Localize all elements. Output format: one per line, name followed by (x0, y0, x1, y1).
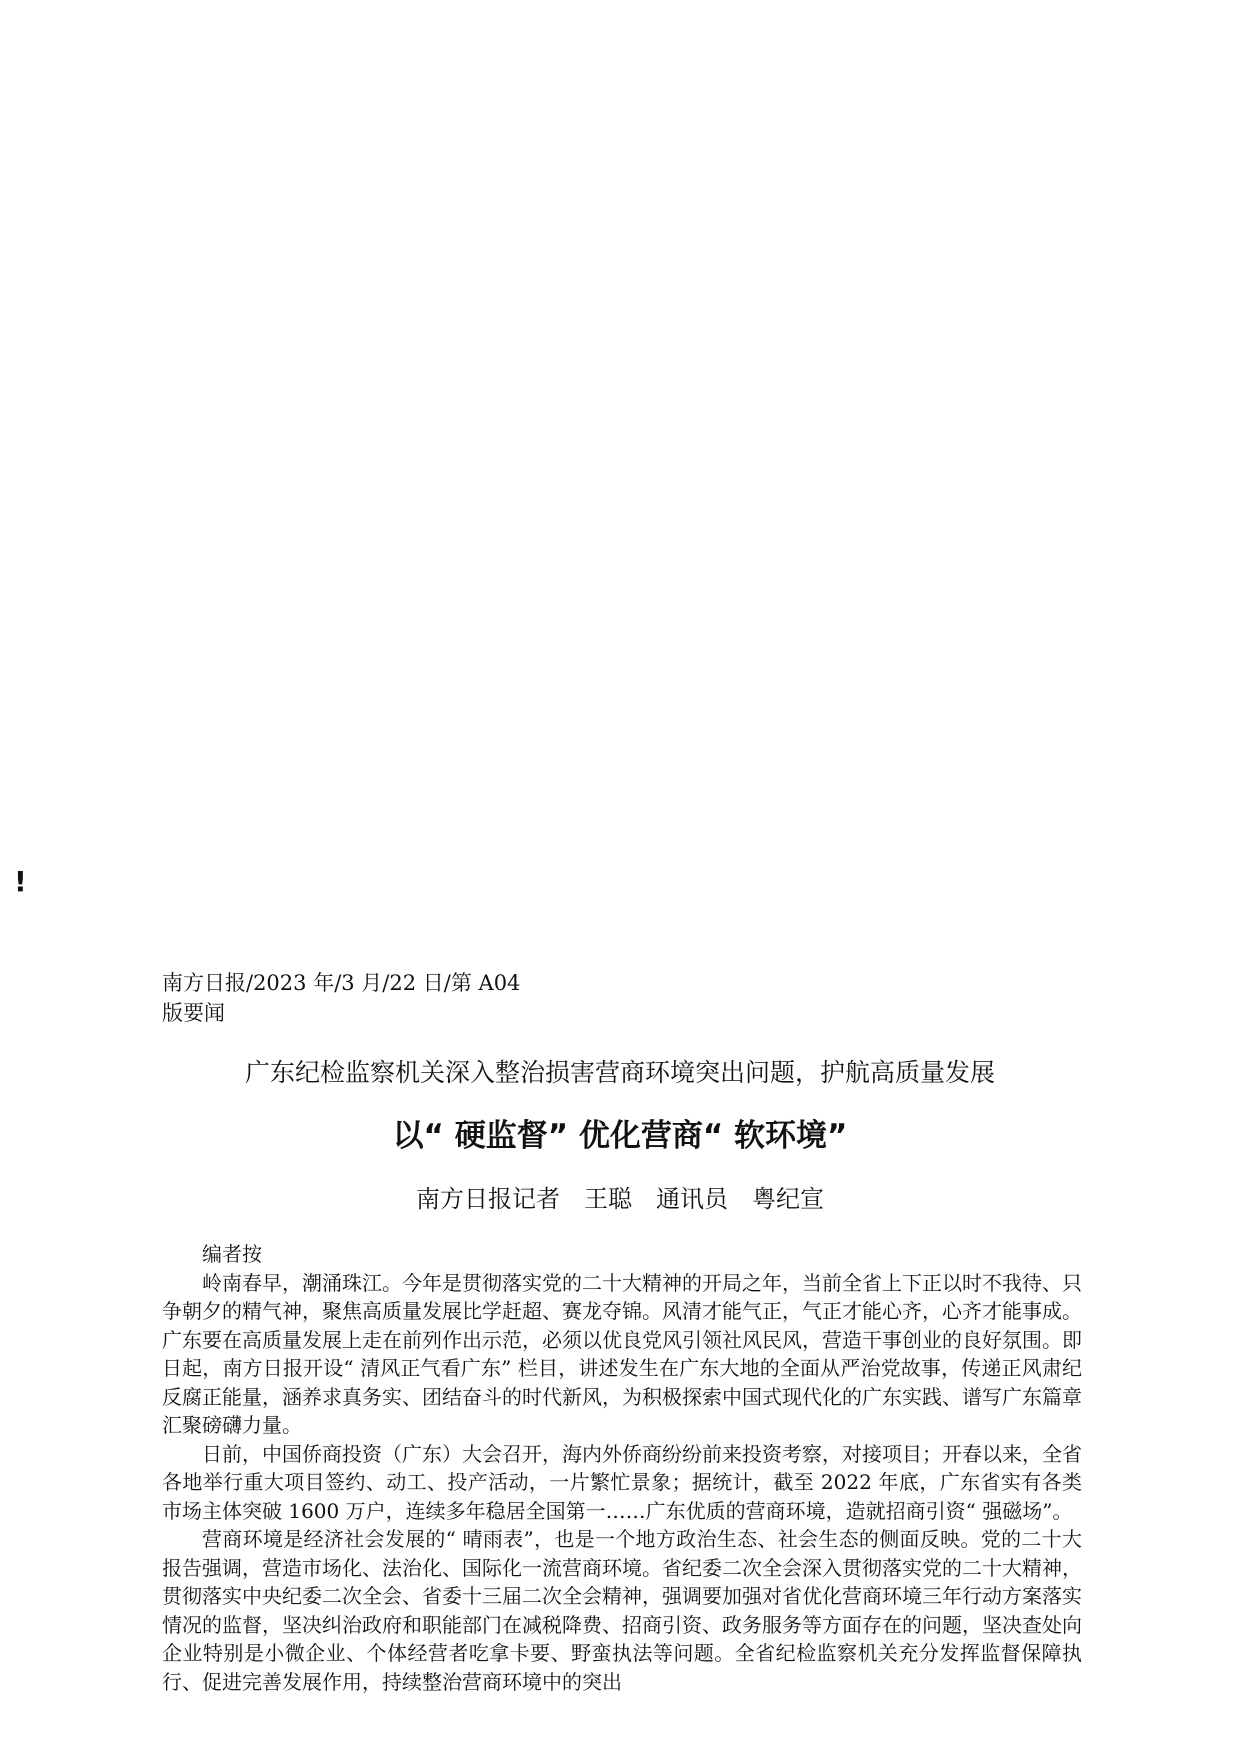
paragraph: 岭南春早，潮涌珠江。今年是贯彻落实党的二十大精神的开局之年，当前全省上下正以时不我待、只争朝夕的精气神，聚焦高质量发展比学赶超、赛龙夺锦。风清才能气正，气正才能心齐，心齐才能事成。广东要在高质量发展上走在前列作出示范，必须以优良党风引领社风民风，营造干事创业的良好氛围。即日起，南方日报开设“ 清风正气看广东” 栏目，讲述发生在广东大地的全面从严治党故事，传递正风肃纪反腐正能量，涵养求真务实、团结奋斗的时代新风，为积极探索中国式现代化的广东实践、谱写广东篇章汇聚磅礴力量。 (162, 1270, 1082, 1437)
editor-note-label: 编者按 (202, 1242, 262, 1266)
source-info (162, 968, 520, 1028)
byline-role-reporter: 南方日报记者 (416, 1185, 560, 1213)
byline-name-correspondent: 粤纪宣 (752, 1185, 824, 1213)
article-body (162, 1240, 1082, 1696)
paragraph: 日前，中国侨商投资（广东）大会召开，海内外侨商纷纷前来投资考察，对接项目；开春以来，全省各地举行重大项目签约、动工、投产活动，一片繁忙景象；据统计，截至 2022 年底，广东省实有各类市场主体突破 1600 万户，连续多年稳居全国第一……广东优质的营商环境，造就招商引资“ 强磁场”。 (162, 1441, 1082, 1523)
paragraph: 营商环境是经济社会发展的“ 晴雨表”，也是一个地方政治生态、社会生态的侧面反映。党的二十大报告强调，营造市场化、法治化、国际化一流营商环境。省纪委二次全会深入贯彻落实党的二十大精神，贯彻落实中央纪委二次全会、省委十三届二次全会精神，强调要加强对省优化营商环境三年行动方案落实情况的监督，坚决纠治政府和职能部门在减税降费、招商引资、政务服务等方面存在的问题，坚决查处向企业特别是小微企业、个体经营者吃拿卡要、野蛮执法等问题。全省纪检监察机关充分发挥监督保障执行、促进完善发展作用，持续整治营商环境中的突出 (162, 1527, 1082, 1694)
byline-name-reporter: 王聪 (584, 1185, 632, 1213)
section-line: 版要闻 (162, 1001, 225, 1025)
article-kicker: 广东纪检监察机关深入整治损害营商环境突出问题，护航高质量发展 (244, 1058, 995, 1087)
warning-mark: ! (14, 865, 27, 898)
article-headline: 以“ 硬监督” 优化营商“ 软环境” (392, 1118, 848, 1154)
byline (0, 1182, 1240, 1216)
source-line: 南方日报/2023 年/3 月/22 日/第 A04 (162, 971, 521, 995)
byline-role-correspondent: 通讯员 (656, 1185, 728, 1213)
